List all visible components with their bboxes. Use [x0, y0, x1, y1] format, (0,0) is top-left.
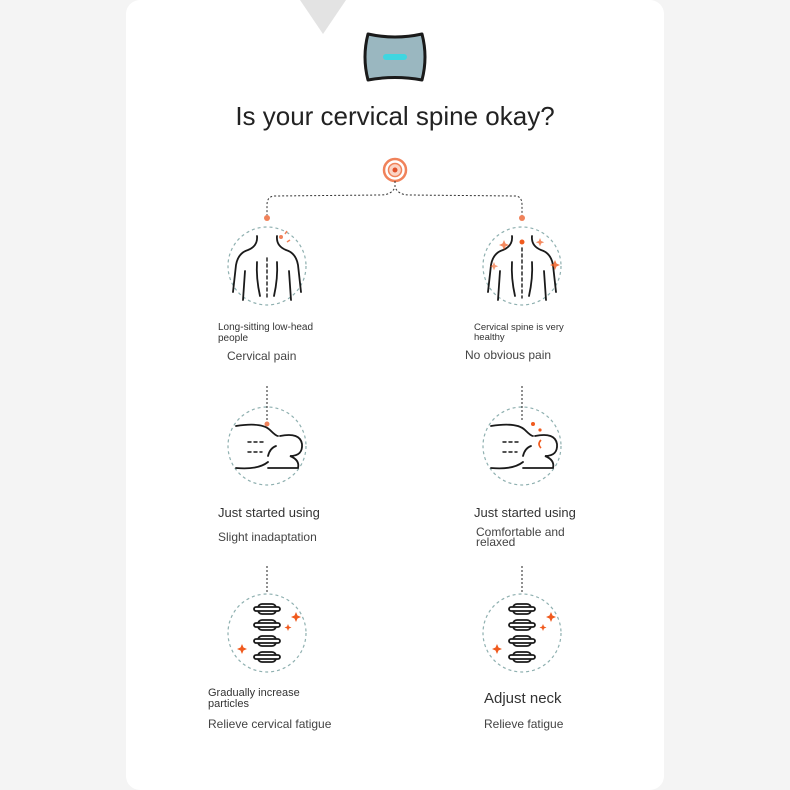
- right-step2-tag: Just started using: [474, 505, 576, 520]
- left-step3-tag-line2: particles: [208, 698, 249, 710]
- pillow-sleep-icon-right: [491, 425, 557, 469]
- step-dot-left: [265, 422, 270, 427]
- left-step2-tag: Just started using: [218, 505, 320, 520]
- step-connectors: [267, 386, 522, 593]
- right-step1-result: No obvious pain: [465, 348, 552, 362]
- right-step2-result-line1: Comfortable and: [476, 525, 565, 539]
- spine-sparkles: [237, 612, 556, 654]
- right-step1-tag-line2: healthy: [474, 332, 505, 343]
- left-step2-result: Slight inadaptation: [218, 530, 317, 544]
- healthy-sparkles: [490, 238, 560, 270]
- left-step1-tag-line1: Long-sitting low-head: [218, 322, 314, 333]
- page-title: Is your cervical spine okay?: [235, 101, 555, 131]
- right-step1-tag-line1: Cervical spine is very: [474, 322, 564, 333]
- pillow-icon: [365, 34, 425, 80]
- left-step1-result: Cervical pain: [227, 349, 297, 363]
- left-step1-tag-line2: people: [218, 333, 249, 344]
- left-step3-result: Relieve cervical fatigue: [208, 717, 332, 731]
- right-step3-tag: Adjust neck: [484, 690, 562, 707]
- spine-icon: [254, 604, 280, 662]
- left-step3-tag-line1: Gradually increase: [208, 687, 300, 699]
- back-pain-icon: [233, 236, 301, 300]
- pillow-sleep-icon: [236, 425, 302, 469]
- branch-lines: [267, 181, 522, 216]
- right-step2-result-line2: relaxed: [476, 535, 516, 549]
- healthy-back-icon: [488, 236, 556, 300]
- branch-dot-left: [264, 215, 270, 221]
- target-icon: [384, 159, 406, 181]
- spine-icon-right: [509, 604, 535, 662]
- right-step3-result: Relieve fatigue: [484, 717, 564, 731]
- branch-dot-right: [519, 215, 525, 221]
